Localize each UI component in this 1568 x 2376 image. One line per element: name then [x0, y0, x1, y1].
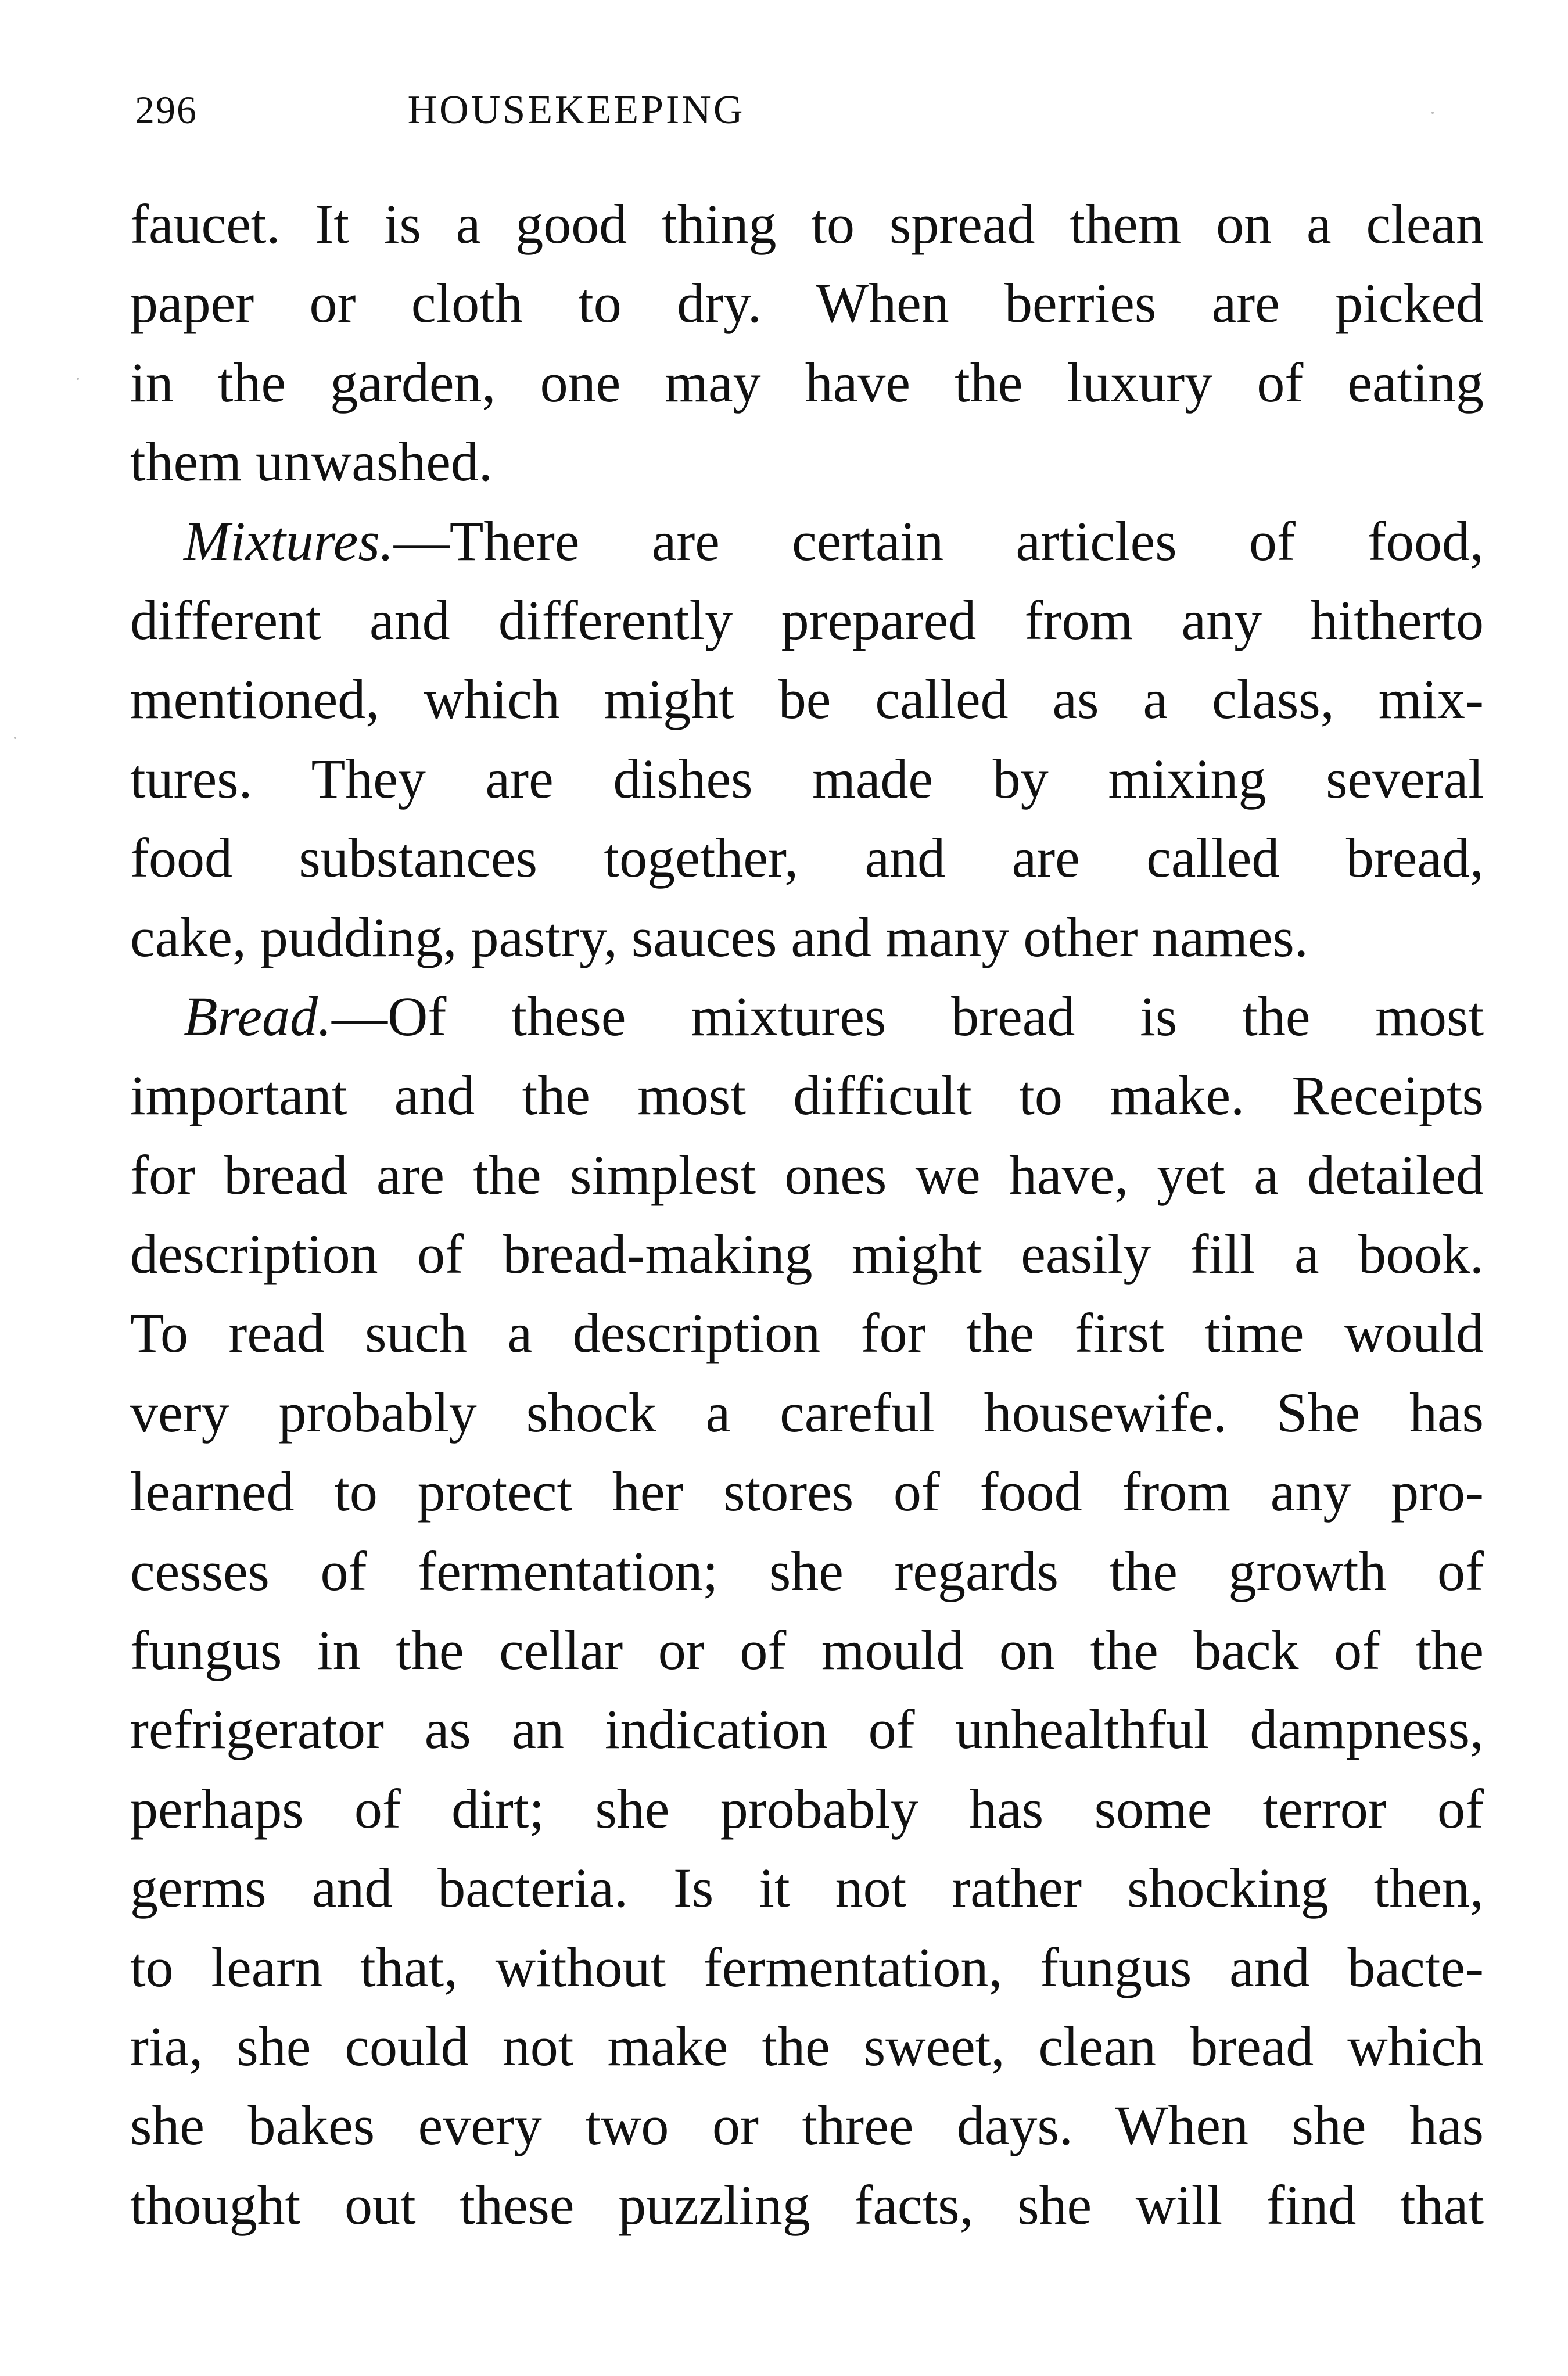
- text-line: cake, pudding, pastry, sauces and many other names.: [130, 906, 1308, 968]
- text-line: ria, she could not make the sweet, clean bread which: [130, 2015, 1484, 2077]
- margin-speck: [77, 378, 79, 380]
- text-line: them unwashed.: [130, 430, 493, 493]
- text-line: perhaps of dirt; she probably has some terror of: [130, 1777, 1484, 1840]
- text-line: thought out these puzzling facts, she will find that: [130, 2173, 1484, 2236]
- text-line: To read such a description for the first time would: [130, 1302, 1484, 1365]
- paragraph-mixtures-first-line: [130, 502, 1484, 581]
- running-title: HOUSEKEEPING: [407, 88, 745, 132]
- text-line: learned to protect her stores of food from any pro-: [130, 1460, 1484, 1523]
- text-line: different and differently prepared from any hitherto: [130, 588, 1484, 651]
- text-line: description of bread-making might easily fill a book.: [130, 1223, 1484, 1286]
- text-line: in the garden, one may have the luxury of eating: [130, 351, 1484, 414]
- text-line: cesses of fermentation; she regards the growth of: [130, 1539, 1484, 1602]
- text-run: —There are certain articles of food,: [393, 509, 1484, 572]
- side-heading-mixtures: Mixtures.: [184, 509, 394, 572]
- running-head: [135, 87, 1471, 145]
- text-line: fungus in the cellar or of mould on the back of the: [130, 1619, 1484, 1682]
- text-line: she bakes every two or three days. When she has: [130, 2094, 1484, 2157]
- text-line: very probably shock a careful housewife. She has: [130, 1381, 1484, 1444]
- text-line: tures. They are dishes made by mixing several: [130, 747, 1484, 810]
- margin-speck: [1431, 112, 1434, 114]
- text-line: food substances together, and are called bread,: [130, 827, 1484, 889]
- page-number: 296: [135, 88, 198, 132]
- text-line: refrigerator as an indication of unhealthful dampness,: [130, 1698, 1484, 1761]
- margin-speck: [14, 737, 16, 739]
- text-line: important and the most difficult to make. Receipts: [130, 1064, 1484, 1127]
- body-text: [130, 185, 1484, 2245]
- text-line: mentioned, which might be called as a class, mix-: [130, 668, 1484, 731]
- side-heading-bread: Bread.: [184, 985, 332, 1047]
- text-line: to learn that, without fermentation, fungus and bacte-: [130, 1936, 1484, 1998]
- text-run: —Of these mixtures bread is the most: [332, 985, 1484, 1047]
- text-line: for bread are the simplest ones we have, yet a detailed: [130, 1143, 1484, 1206]
- text-line: paper or cloth to dry. When berries are picked: [130, 272, 1484, 335]
- paragraph-bread-first-line: [130, 977, 1484, 1056]
- text-line: germs and bacteria. Is it not rather shocking then,: [130, 1857, 1484, 1919]
- text-line: faucet. It is a good thing to spread them on a clean: [130, 193, 1484, 255]
